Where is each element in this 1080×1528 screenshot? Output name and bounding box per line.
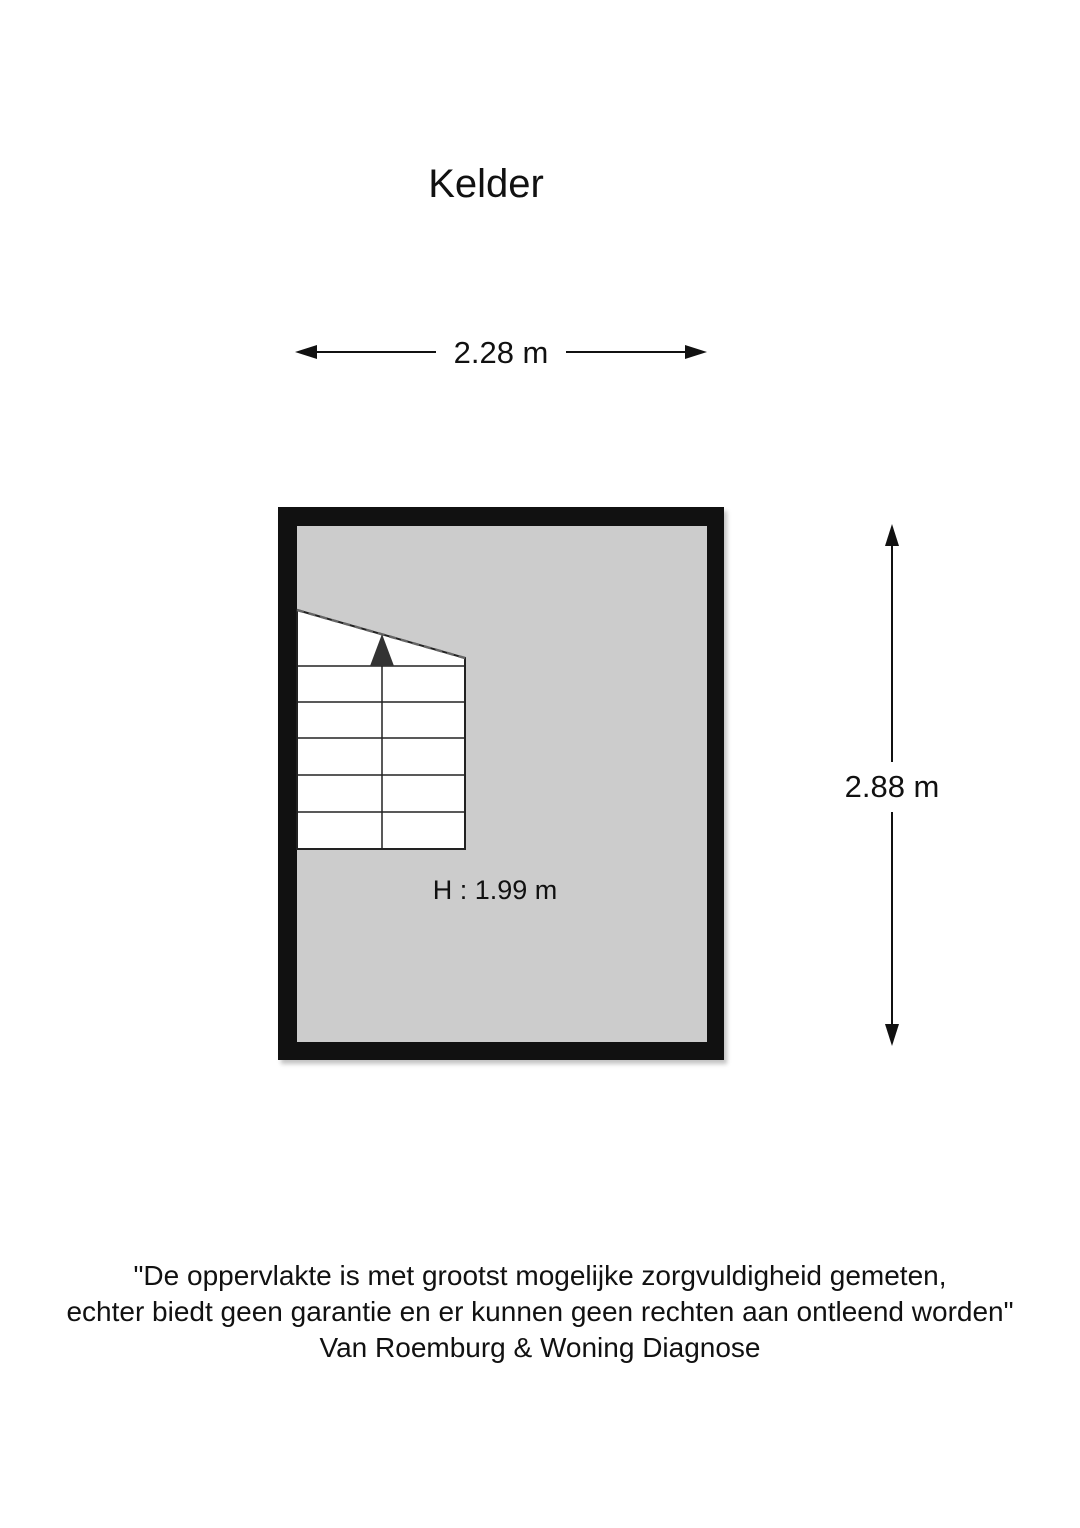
width-label: 2.28 m bbox=[453, 335, 549, 370]
room-kelder bbox=[278, 507, 727, 1064]
floor-title: Kelder bbox=[428, 162, 544, 206]
arrow-right-icon bbox=[685, 345, 707, 359]
depth-label: 2.88 m bbox=[844, 769, 940, 804]
depth-dimension bbox=[845, 524, 940, 1046]
disclaimer-credit: Van Roemburg & Woning Diagnose bbox=[319, 1332, 761, 1363]
disclaimer-line: echter biedt geen garantie en er kunnen geen rechten aan ontleend worden" bbox=[66, 1296, 1014, 1327]
arrow-down-icon bbox=[885, 1024, 899, 1046]
disclaimer-line: "De oppervlakte is met grootst mogelijke zorgvuldigheid gemeten, bbox=[133, 1260, 947, 1291]
room-height-label: H : 1.99 m bbox=[432, 875, 558, 905]
arrow-left-icon bbox=[295, 345, 317, 359]
arrow-up-icon bbox=[885, 524, 899, 546]
width-dimension bbox=[295, 335, 707, 370]
disclaimer bbox=[0, 1258, 1080, 1366]
